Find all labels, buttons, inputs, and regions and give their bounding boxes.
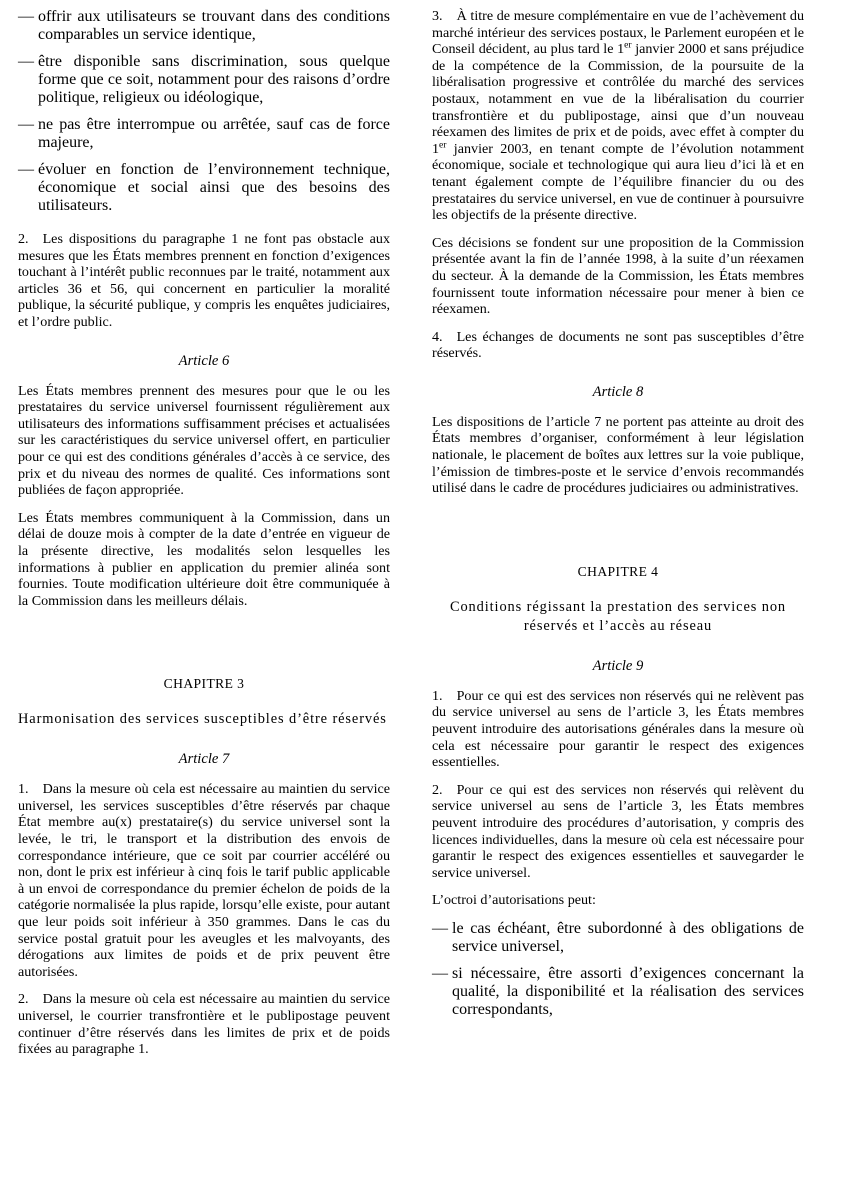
paragraph-text: Dans la mesure où cela est nécessaire au maintien du service universel, le courrier transfrontière et le publipostage peuvent continuer d’être réservés dans les limites de prix et de poids fixées au paragraphe 1. bbox=[18, 991, 390, 1058]
list-item bbox=[18, 161, 390, 215]
left-column bbox=[18, 8, 390, 1069]
paragraph-number: 4. bbox=[432, 328, 443, 345]
paragraph-2 bbox=[18, 231, 390, 331]
article-8-text: Les dispositions de l’article 7 ne portent pas atteinte au droit des États membres d’organiser, conformément à leur législation nationale, le placement de boîtes aux lettres sur la voie publique, l’émission de timbres-poste et le service d’envois recommandés utilisé dans le cadre de procédures judiciaires ou administratives. bbox=[432, 413, 804, 497]
paragraph-text: Les dispositions du paragraphe 1 ne font pas obstacle aux mesures que les États membres prennent en fonction d’exigences touchant à l’intérêt public reconnues par le traité, notamment aux articles 36 et 56, qui concernent en particulier la moralité publique, la sécurité publique, y compris les enquêtes judiciaires, et l’ordre public. bbox=[18, 231, 390, 330]
article-7-paragraph-1 bbox=[18, 781, 390, 980]
article-6-paragraph-1: Les États membres prennent des mesures pour que le ou les prestataires du service universel fournissent régulièrement aux utilisateurs des informations suffisamment précises et actualisées sur les caractéristiques du service universel offert, en particulier pour ce qui est des conditions générales d’accès à ce service, des prix et du niveau des normes de qualité. Ces informations sont publiées de façon appropriée. bbox=[18, 382, 390, 499]
article-6-heading: Article 6 bbox=[178, 352, 230, 369]
superscript-ordinal: er bbox=[439, 140, 447, 151]
em-dash-marker: — bbox=[432, 919, 448, 937]
paragraph-number: 3. bbox=[432, 8, 443, 24]
paragraph-number: 2. bbox=[432, 781, 443, 798]
paragraph-text: Dans la mesure où cela est nécessaire au maintien du service universel, les services susceptibles d’être réservés par chaque État membre au(x) prestataire(s) du service universel sont la levée, le tri, le transport et la distribution des envois de correspondance intérieure, que ce soit par courrier accéléré ou non, dont le prix est inférieur à cinq fois le tarif public applicable à un envoi de correspondance du premier échelon de poids de la catégorie normalisée la plus rapide, lorsqu’elle existe, pour autant que leur poids soit inférieur à 350 grammes. Dans le cas du service postal gratuit pour les aveugles et les malvoyants, des dérogations aux limites de poids et de prix peuvent être autorisées. bbox=[18, 781, 390, 980]
list-item bbox=[18, 8, 390, 44]
article-9-paragraph-2 bbox=[432, 782, 804, 882]
article-9-paragraph-1 bbox=[432, 688, 804, 771]
chapitre-4-label: CHAPITRE 4 bbox=[577, 563, 659, 579]
two-column-layout bbox=[18, 8, 824, 1069]
list-item bbox=[18, 53, 390, 107]
paragraph-number: 1. bbox=[432, 687, 443, 704]
paragraph-text: Pour ce qui est des services non réservés qui relèvent du service universel au sens de l’article 3, les États membres peuvent introduire des procédures d’autorisation, y compris des licences individuelles, dans la mesure où cela est nécessaire pour garantir le respect des exigences essentielles et sauvegarder le service universel. bbox=[432, 781, 804, 881]
article-7-paragraph-2 bbox=[18, 991, 390, 1057]
paragraph-text: Pour ce qui est des services non réservés qui ne relèvent pas du service universel au sens de l’article 3, les États membres peuvent introduire des autorisations générales dans la mesure où cela est nécessaire pour garantir le respect des exigences essentielles. bbox=[432, 687, 804, 771]
right-column bbox=[432, 8, 804, 1028]
list-item bbox=[432, 920, 804, 956]
chapitre-3-label: CHAPITRE 3 bbox=[163, 676, 245, 692]
list-item-text: être disponible sans discrimination, sous quelque forme que ce soit, notamment pour des raisons d’ordre politique, religieux ou idéologique, bbox=[38, 53, 390, 106]
paragraph-decisions: Ces décisions se fondent sur une proposition de la Commission présentée avant la fin de l’année 1998, à la suite d’un réexamen du secteur. À la demande de la Commission, les États membres fournissent toute information nécessaire pour mener à bien ce réexamen. bbox=[432, 234, 804, 318]
list-item-text: si nécessaire, être assorti d’exigences concernant la qualité, la disponibilité et la réalisation des services correspondants, bbox=[452, 964, 804, 1018]
list-item-text: offrir aux utilisateurs se trouvant dans des conditions comparables un service identique, bbox=[38, 8, 390, 43]
paragraph-text-part2: janvier 2000 et sans préjudice de la compétence de la Commission, de la poursuite de la libéralisation progressive et contrôlée du marché des services postaux, notamment en vue de la libéralisation du courrier transfrontière et du publipostage, ainsi que d’un nouveau réexamen des limites de prix et de poids, avec effet à compter du 1 bbox=[432, 41, 804, 157]
article-8-heading: Article 8 bbox=[592, 383, 644, 400]
paragraph-number: 2. bbox=[18, 231, 29, 247]
superscript-ordinal: er bbox=[624, 40, 632, 51]
chapitre-4-title: Conditions régissant la prestation des services non réservés et l’accès au réseau bbox=[449, 598, 787, 634]
list-item-text: ne pas être interrompue ou arrêtée, sauf cas de force majeure, bbox=[38, 116, 390, 151]
paragraph-number: 1. bbox=[18, 781, 29, 798]
paragraph-text-part1: À titre de mesure complémentaire en vue de l’achèvement du marché intérieur des services postaux, le Parlement européen et le Conseil décident, au plus tard le 1 bbox=[432, 8, 804, 58]
em-dash-marker: — bbox=[18, 8, 34, 25]
article-6-paragraph-2: Les États membres communiquent à la Commission, dans un délai de douze mois à compter de la date d’entrée en vigueur de la présente directive, les modalités selon lesquelles les informations à publier en application du premier alinéa sont fournies. Toute modification ultérieure doit être communiquée à la Commission dans les meilleurs délais. bbox=[18, 509, 390, 609]
list-item-text: le cas échéant, être subordonné à des obligations de service universel, bbox=[452, 919, 804, 955]
article-7-paragraph-3 bbox=[432, 8, 804, 224]
article-9-heading: Article 9 bbox=[592, 657, 644, 674]
em-dash-marker: — bbox=[18, 116, 34, 133]
em-dash-marker: — bbox=[18, 53, 34, 70]
list-item bbox=[18, 116, 390, 152]
article-7-paragraph-4 bbox=[432, 329, 804, 362]
chapitre-3-title: Harmonisation des services susceptibles d’être réservés bbox=[18, 711, 387, 728]
paragraph-text-part3: janvier 2003, en tenant compte de l’évolution notamment économique, sociale et technologique qui aura lieu d’ici là et en tenant également compte de l’équilibre financier du ou des prestataires du service universel, en vue de continuer à poursuivre les objectifs de la présente directive. bbox=[432, 140, 804, 224]
paragraph-number: 2. bbox=[18, 991, 29, 1008]
octroi-intro: L’octroi d’autorisations peut: bbox=[432, 892, 596, 909]
em-dash-marker: — bbox=[18, 161, 34, 178]
list-item bbox=[432, 965, 804, 1019]
list-item-text: évoluer en fonction de l’environnement technique, économique et social ainsi que des besoins des utilisateurs. bbox=[38, 161, 390, 214]
article-7-heading: Article 7 bbox=[178, 751, 230, 768]
paragraph-text: Les échanges de documents ne sont pas susceptibles d’être réservés. bbox=[432, 328, 804, 362]
em-dash-marker: — bbox=[432, 964, 448, 982]
